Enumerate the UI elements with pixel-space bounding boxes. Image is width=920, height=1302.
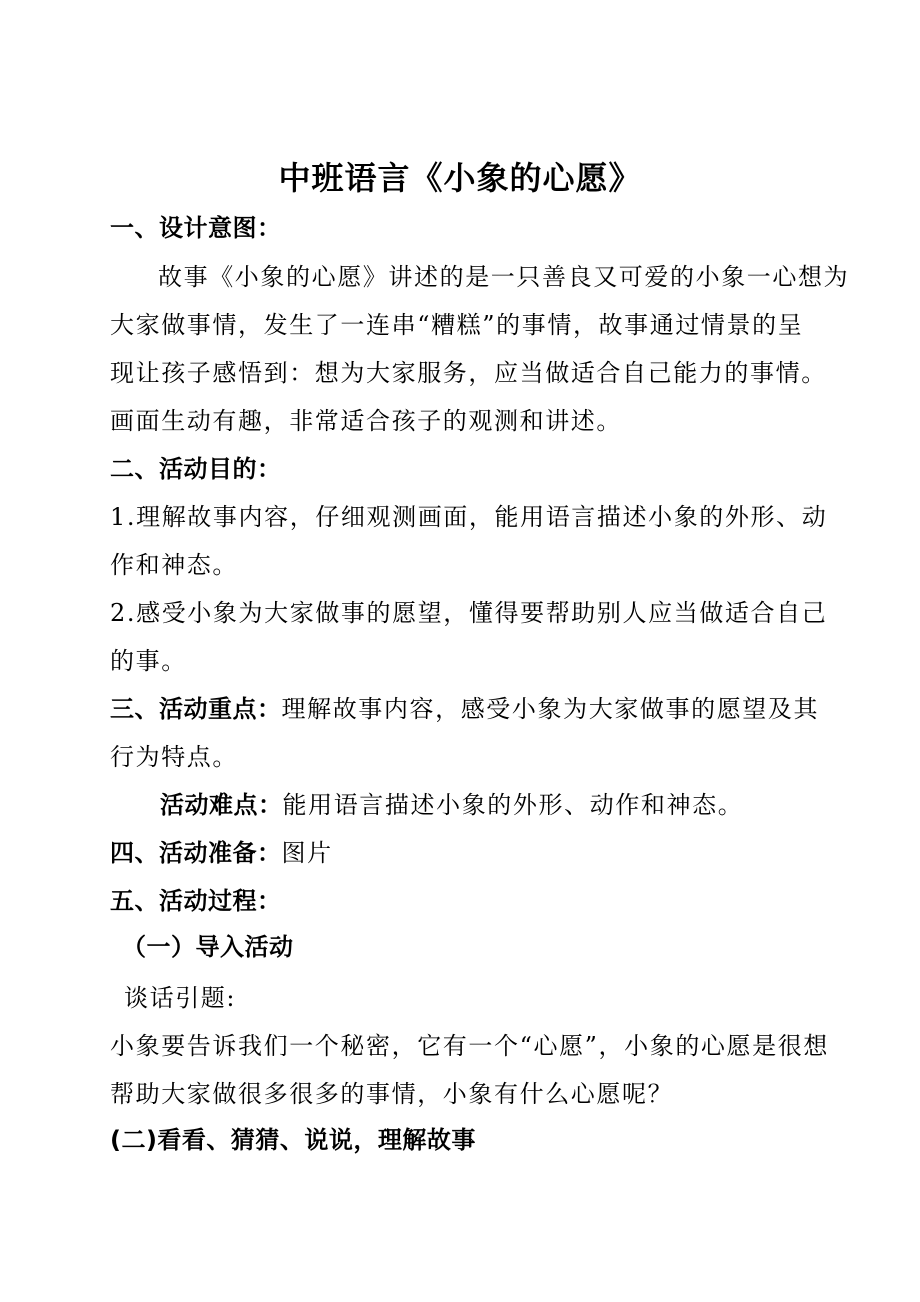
- goal-line: 作和神态。: [110, 551, 238, 579]
- section-heading-process: 五、活动过程：: [110, 887, 282, 915]
- intro-line: 小象要告诉我们一个秘密，它有一个“心愿”，小象的心愿是很想: [110, 1032, 829, 1060]
- prep-text: 图片: [281, 839, 333, 867]
- goal-line: 2.感受小象为大家做事的愿望，懂得要帮助别人应当做适合自己: [110, 599, 828, 627]
- paragraph-line: 大家做事情，发生了一连串“糟糕”的事情，故事通过情景的呈: [110, 311, 804, 339]
- difficulty-text: 能用语言描述小象的外形、动作和神态。: [282, 791, 744, 819]
- section-heading-prep: 四、活动准备：: [110, 839, 282, 867]
- paragraph-line: 画面生动有趣，非常适合孩子的观测和讲述。: [110, 407, 622, 435]
- subheading-intro: （一）导入活动: [122, 933, 294, 961]
- subheading-story: (二)看看、猜猜、说说，理解故事: [110, 1126, 476, 1154]
- prep-line: [110, 837, 333, 869]
- difficulty-line: [160, 789, 743, 821]
- key-points-line-2: 行为特点。: [110, 743, 238, 771]
- section-heading-goals: 二、活动目的：: [110, 455, 282, 483]
- key-points-line: [110, 693, 819, 725]
- intro-label: 谈话引题:: [124, 984, 237, 1012]
- paragraph-line: 现让孩子感悟到：想为大家服务，应当做适合自己能力的事情。: [110, 359, 827, 387]
- section-heading-key: 三、活动重点：: [110, 695, 282, 723]
- key-points-text: 理解故事内容，感受小象为大家做事的愿望及其: [281, 695, 820, 723]
- intro-line: 帮助大家做很多很多的事情，小象有什么心愿呢？: [110, 1080, 674, 1108]
- goal-line: 的事。: [110, 647, 187, 675]
- difficulty-label: 活动难点：: [160, 791, 283, 819]
- paragraph-line: 故事《小象的心愿》讲述的是一只善良又可爱的小象一心想为: [158, 263, 850, 291]
- section-heading-design: 一、设计意图：: [110, 214, 282, 242]
- goal-line: 1.理解故事内容，仔细观测画面，能用语言描述小象的外形、动: [110, 503, 828, 531]
- document-title: 中班语言《小象的心愿》: [278, 159, 642, 197]
